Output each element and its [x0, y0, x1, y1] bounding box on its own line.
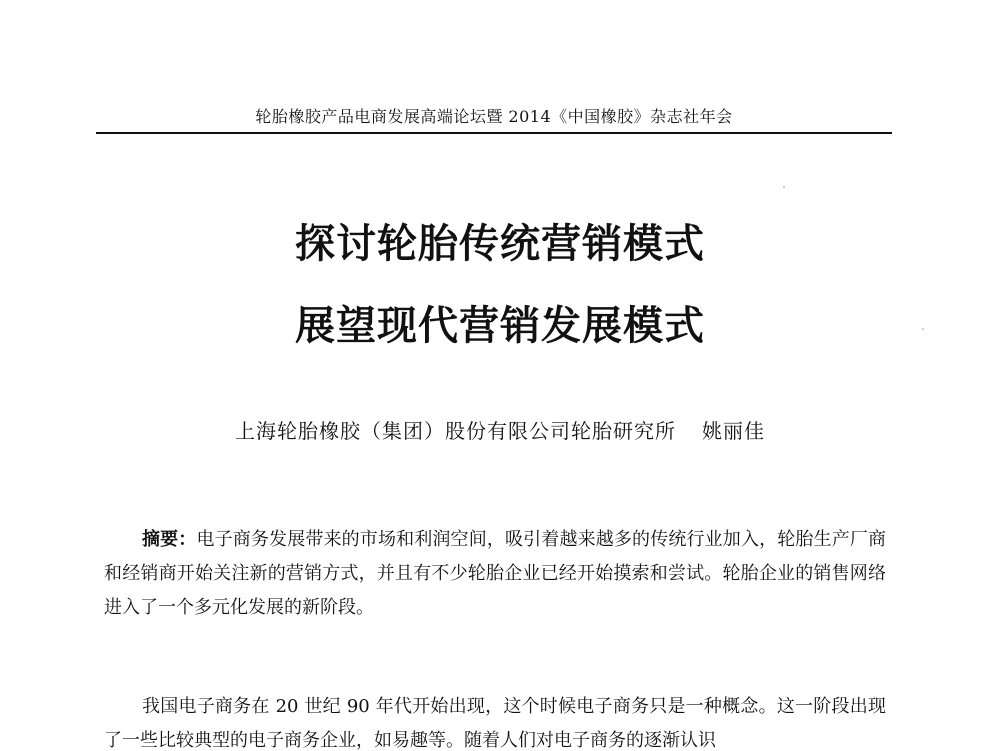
- running-header: 轮胎橡胶产品电商发展高端论坛暨 2014《中国橡胶》杂志社年会: [255, 107, 733, 126]
- title-line-2: 展望现代营销发展模式: [295, 303, 705, 349]
- scan-speck: [783, 186, 785, 188]
- body-paragraph-1: 我国电子商务在 20 世纪 90 年代开始出现，这个时候电子商务只是一种概念。这一阶段出现了一些比较典型的电子商务企业，如易趣等。随着人们对电子商务的逐渐认识: [104, 696, 886, 751]
- abstract-paragraph: [104, 523, 886, 625]
- author-name: 姚丽佳: [702, 419, 765, 443]
- author-affiliation: 上海轮胎橡胶（集团）股份有限公司轮胎研究所: [235, 419, 676, 443]
- title-line-1: 探讨轮胎传统营销模式: [295, 221, 705, 267]
- header-rule: [96, 132, 892, 134]
- abstract-label: 摘要：: [142, 529, 197, 550]
- scan-speck: [922, 328, 924, 330]
- byline: [0, 417, 1000, 445]
- abstract-text: 电子商务发展带来的市场和利润空间，吸引着越来越多的传统行业加入，轮胎生产厂商和经销商开始关注新的营销方式，并且有不少轮胎企业已经开始摸索和尝试。轮胎企业的销售网络进入了一个多元化发展的新阶段。: [104, 529, 886, 618]
